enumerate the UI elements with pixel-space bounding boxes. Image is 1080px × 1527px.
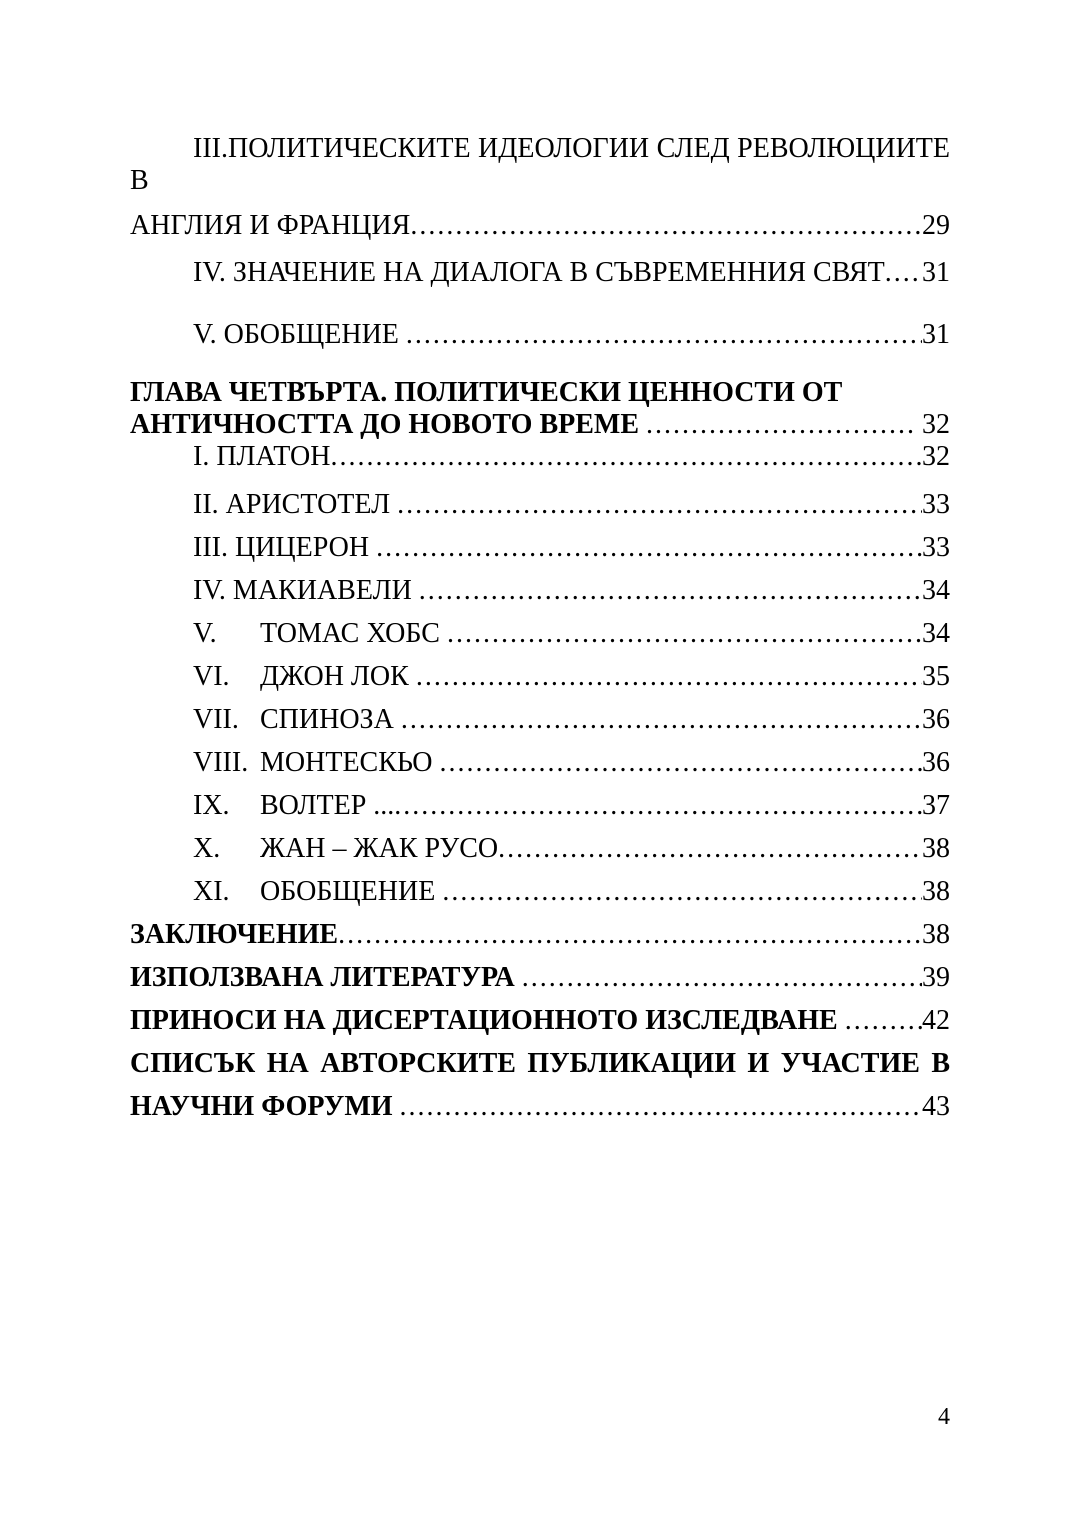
- toc-entry: [130, 919, 950, 951]
- entry-label: ЖАН – ЖАК РУСО: [260, 833, 499, 864]
- chapter-heading-line: ГЛАВА ЧЕТВЪРТА. ПОЛИТИЧЕСКИ ЦЕННОСТИ ОТ: [130, 377, 843, 408]
- entry-numeral: VII.: [193, 704, 239, 735]
- entry-label: ДЖОН ЛОК: [260, 661, 416, 692]
- entry-label: ПРИНОСИ НА ДИСЕРТАЦИОННОТО ИЗСЛЕДВАНЕ: [130, 1005, 845, 1036]
- entry-page: 36: [922, 704, 950, 735]
- toc-entry: [130, 661, 950, 693]
- entry-label: ВОЛТЕР ...: [260, 790, 395, 821]
- entry-numeral: XI.: [193, 876, 230, 907]
- leader-dots: [498, 833, 922, 865]
- leader-dots: [646, 409, 914, 441]
- entry-page: 38: [922, 833, 950, 864]
- entry-label: IV. ЗНАЧЕНИЕ НА ДИАЛОГА В СЪВРЕМЕННИЯ СВЯТ: [193, 257, 885, 288]
- entry-label: ОБОБЩЕНИЕ: [260, 876, 443, 907]
- entry-numeral: VI.: [193, 661, 230, 692]
- toc-entry: [130, 876, 950, 908]
- entry-label: АНТИЧНОСТТА ДО НОВОТО ВРЕМЕ: [130, 409, 647, 440]
- leader-dots: [330, 441, 922, 473]
- entry-label: ИЗПОЛЗВАНА ЛИТЕРАТУРА: [130, 962, 522, 993]
- toc-entry: [130, 441, 950, 473]
- entry-numeral: X.: [193, 833, 221, 864]
- page-number: 4: [938, 1404, 950, 1430]
- entry-label: ТОМАС ХОБС: [260, 618, 447, 649]
- entry-page: 31: [922, 257, 950, 288]
- toc-entry: [130, 747, 950, 779]
- entry-page: 36: [922, 747, 950, 778]
- toc-entry: [130, 532, 950, 564]
- entry-label: НАУЧНИ ФОРУМИ: [130, 1091, 400, 1122]
- entry-label: IV. МАКИАВЕЛИ: [193, 575, 419, 606]
- leader-dots: [406, 319, 922, 351]
- entry-label: III. ЦИЦЕРОН: [193, 532, 377, 563]
- leader-dots: [338, 919, 922, 951]
- entry-page: 43: [922, 1091, 950, 1122]
- entry-page: 39: [922, 962, 950, 993]
- toc-entry: [130, 319, 950, 351]
- entry-page: 37: [922, 790, 950, 821]
- leader-dots: [447, 618, 922, 650]
- entry-page: 29: [922, 210, 950, 241]
- leader-dots: [401, 704, 922, 736]
- entry-page: 31: [922, 319, 950, 350]
- leader-dots: [410, 210, 922, 242]
- toc-entry: [130, 1091, 950, 1123]
- leader-dots: [419, 575, 922, 607]
- leader-dots: [400, 1091, 922, 1123]
- toc-entry-wrapped-title: III.ПОЛИТИЧЕСКИТЕ ИДЕОЛОГИИ СЛЕД РЕВОЛЮЦИИТЕ В: [130, 133, 950, 196]
- entry-page: 32: [922, 441, 950, 472]
- entry-page: 42: [922, 1005, 950, 1036]
- leader-dots: [416, 661, 922, 693]
- entry-label: СПИНОЗА: [260, 704, 401, 735]
- entry-page: 35: [922, 661, 950, 692]
- entry-label: МОНТЕСКЬО: [260, 747, 440, 778]
- leader-dots: [885, 257, 922, 289]
- toc-entry: [130, 210, 950, 242]
- entry-page: 34: [922, 575, 950, 606]
- toc-entry: [130, 962, 950, 994]
- entry-label: II. АРИСТОТЕЛ: [193, 489, 398, 520]
- leader-dots: [845, 1005, 922, 1037]
- toc-entry-wrapped-title: СПИСЪК НА АВТОРСКИТЕ ПУБЛИКАЦИИ И УЧАСТИЕ В: [130, 1048, 950, 1079]
- toc-entry: [130, 1005, 950, 1037]
- entry-page: 34: [922, 618, 950, 649]
- entry-page: 33: [922, 532, 950, 563]
- leader-dots: [522, 962, 922, 994]
- entry-numeral: V.: [193, 618, 217, 649]
- toc-entry: [130, 790, 950, 822]
- toc-entry: [130, 489, 950, 521]
- leader-dots: [442, 876, 922, 908]
- leader-dots: [440, 747, 923, 779]
- entry-page: 33: [922, 489, 950, 520]
- entry-numeral: IX.: [193, 790, 230, 821]
- toc-entry: [130, 704, 950, 736]
- entry-page: 32: [922, 409, 950, 440]
- entry-page: 38: [922, 876, 950, 907]
- toc-entry: [130, 833, 950, 865]
- entry-page: 38: [922, 919, 950, 950]
- entry-label: V. ОБОБЩЕНИЕ: [193, 319, 406, 350]
- entry-label: ЗАКЛЮЧЕНИЕ: [130, 919, 339, 950]
- entry-label: I. ПЛАТОН: [193, 441, 331, 472]
- toc-entry: [130, 257, 950, 289]
- leader-dots: [394, 790, 922, 822]
- leader-dots: [397, 489, 922, 521]
- entry-label: АНГЛИЯ И ФРАНЦИЯ: [130, 210, 411, 241]
- toc-entry: [130, 409, 950, 441]
- entry-numeral: VIII.: [193, 747, 249, 778]
- toc-entry: [130, 575, 950, 607]
- toc-entry: [130, 618, 950, 650]
- leader-dots: [376, 532, 922, 564]
